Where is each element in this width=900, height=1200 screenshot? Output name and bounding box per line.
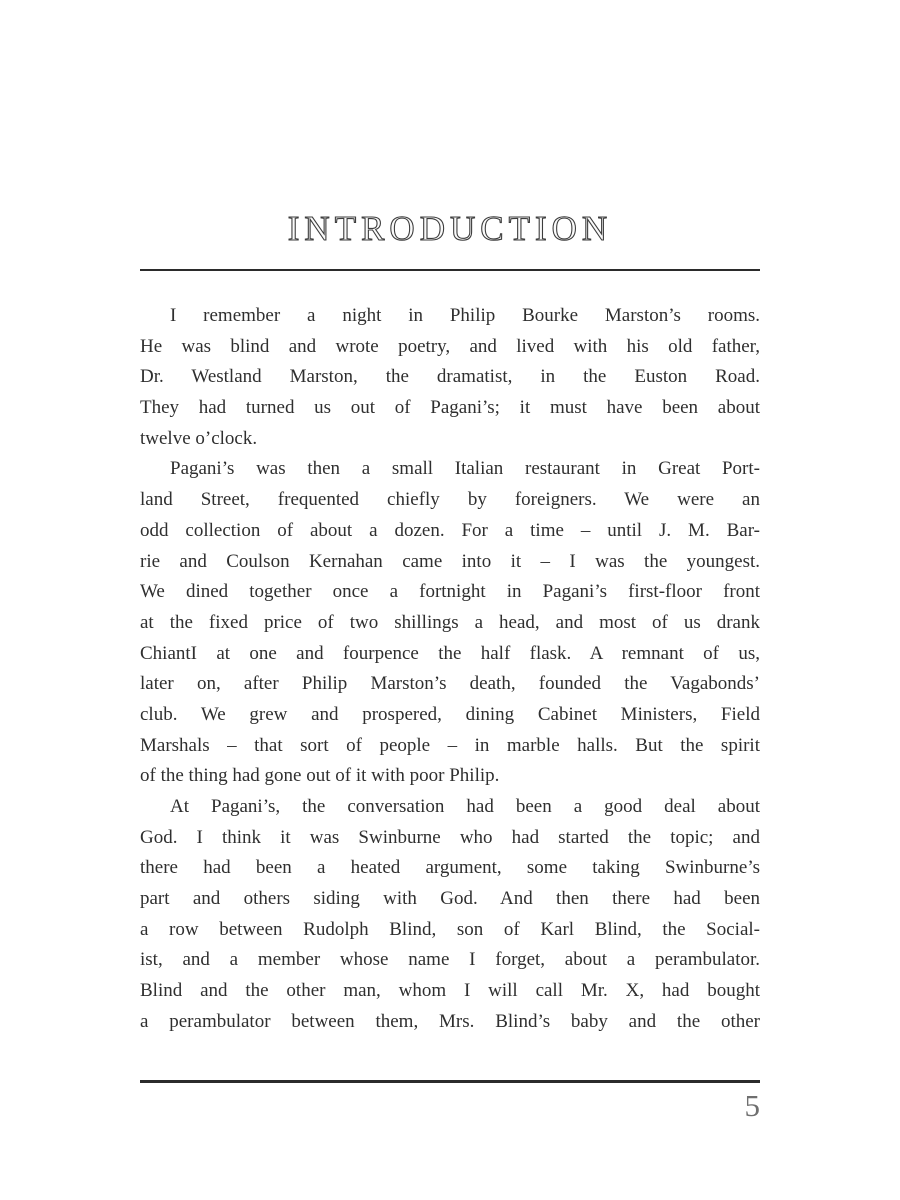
text-line: They had turned us out of Pagani’s; it must have been about [140,397,760,419]
text-line: at the fixed price of two shillings a head, and most of us drank [140,611,760,633]
text-line: rie and Coulson Kernahan came into it – I was the youngest. [140,550,760,572]
text-line: a perambulator between them, Mrs. Blind’s baby and the other [140,1010,760,1032]
text-line: He was blind and wrote poetry, and lived with his old father, [140,335,760,357]
bottom-divider [140,1080,760,1083]
text-line: twelve o’clock. [140,427,258,449]
text-line: ist, and a member whose name I forget, about a perambulator. [140,949,760,971]
text-line: part and others siding with God. And then there had been [140,888,760,910]
text-line: a row between Rudolph Blind, son of Karl Blind, the Social- [140,918,760,940]
chapter-title: INTRODUCTION [287,209,613,248]
text-line: of the thing had gone out of it with poor Philip. [140,765,500,787]
text-line: land Street, frequented chiefly by foreigners. We were an [140,489,760,511]
text-line: At Pagani’s, the conversation had been a good deal about [170,796,760,817]
paragraph [140,792,760,1038]
text-line: club. We grew and prospered, dining Cabinet Ministers, Field [140,703,760,725]
text-column [140,0,760,1200]
paragraph [140,301,760,454]
text-line: there had been a heated argument, some taking Swinburne’s [140,857,760,879]
text-line: odd collection of about a dozen. For a time – until J. M. Bar- [140,519,760,541]
body-text [140,301,760,1038]
paragraph [140,454,760,792]
page-number: 5 [744,1088,760,1123]
text-line: later on, after Philip Marston’s death, founded the Vagabonds’ [140,673,760,695]
text-line: We dined together once a fortnight in Pagani’s first-floor front [140,581,760,603]
text-line: God. I think it was Swinburne who had started the topic; and [140,826,760,848]
chapter-heading [140,196,760,254]
text-line: Pagani’s was then a small Italian restaurant in Great Port- [170,458,760,480]
text-line: I remember a night in Philip Bourke Marston’s rooms. [170,305,760,326]
text-line: Dr. Westland Marston, the dramatist, in the Euston Road. [140,366,760,388]
text-line: ChiantI at one and fourpence the half flask. A remnant of us, [140,642,760,664]
top-divider [140,269,760,271]
text-line: Blind and the other man, whom I will call Mr. X, had bought [140,980,760,1002]
text-line: Marshals – that sort of people – in marble halls. But the spirit [140,734,760,756]
